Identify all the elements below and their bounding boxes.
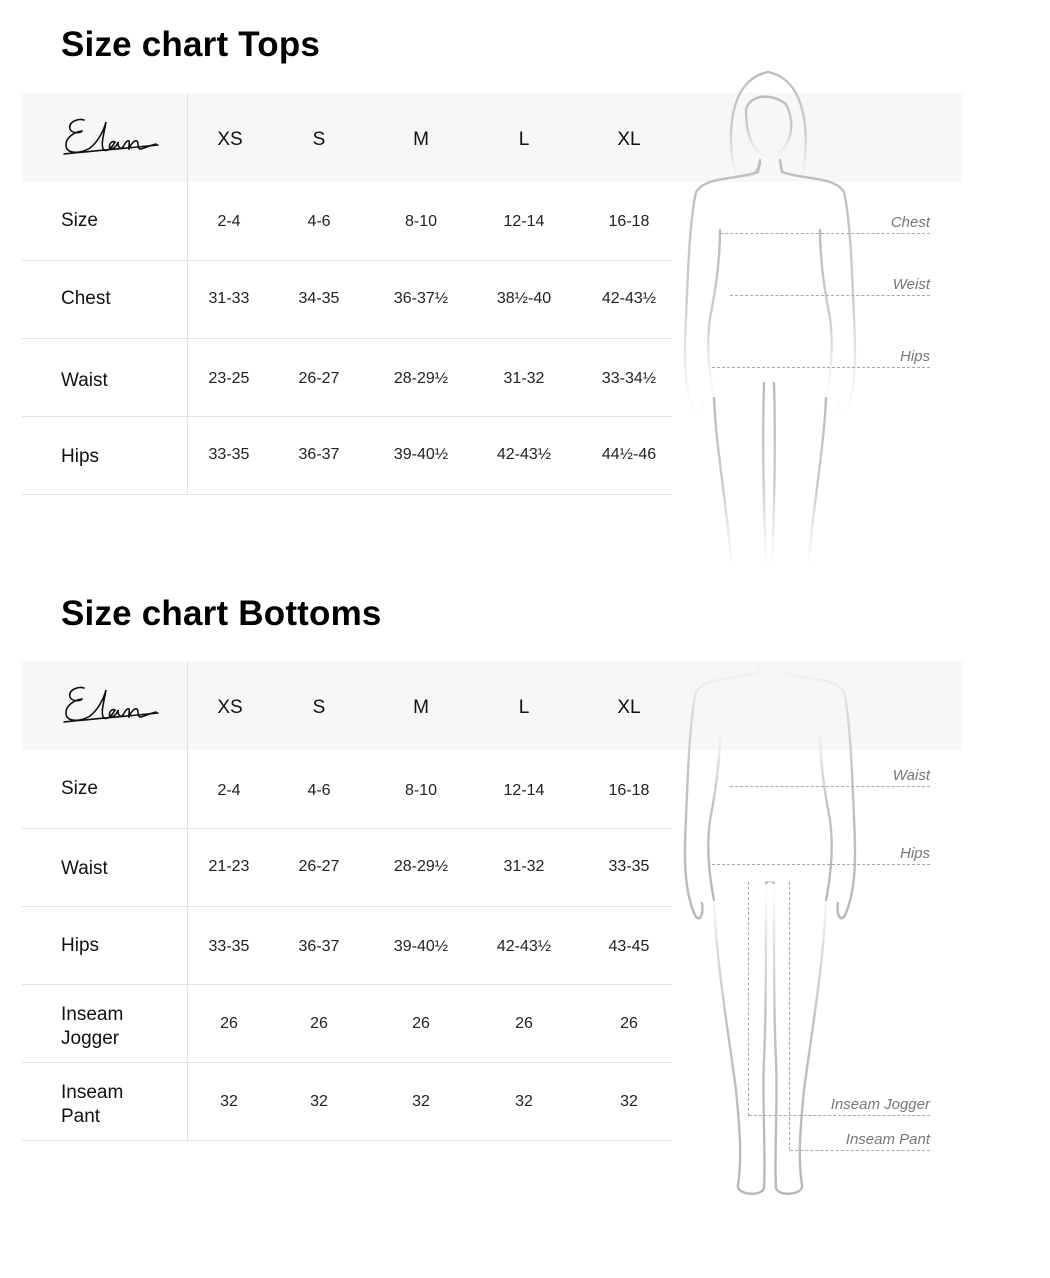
hips-measure-line bbox=[712, 843, 930, 865]
waist-measure-line bbox=[730, 274, 930, 296]
bottoms-size-header-l: L bbox=[518, 697, 530, 718]
table-cell: 33-35 bbox=[608, 858, 650, 875]
hips-measure-line bbox=[712, 346, 930, 368]
table-cell: 28-29½ bbox=[393, 858, 449, 875]
row-divider bbox=[22, 828, 672, 829]
row-divider bbox=[22, 906, 672, 907]
chest-measure-line bbox=[720, 212, 930, 234]
row-label: Waist bbox=[61, 858, 108, 879]
table-cell: 32 bbox=[412, 1093, 430, 1110]
row-label: Waist bbox=[61, 370, 108, 391]
row-label: Hips bbox=[61, 935, 100, 956]
table-cell: 26 bbox=[310, 1015, 328, 1032]
table-cell: 26 bbox=[620, 1015, 638, 1032]
row-divider bbox=[22, 1062, 672, 1063]
measure-label-chest: Chest bbox=[890, 214, 930, 231]
table-cell: 26 bbox=[220, 1015, 238, 1032]
bottoms-size-header-s: S bbox=[312, 697, 326, 718]
row-label: Size bbox=[61, 778, 98, 799]
table-cell: 42-43½ bbox=[496, 446, 552, 463]
bottoms-size-header-m: M bbox=[413, 697, 429, 718]
table-cell: 36-37 bbox=[298, 938, 340, 955]
measure-label-weist: Weist bbox=[892, 276, 930, 293]
measure-label-hips: Hips bbox=[899, 348, 930, 365]
tops-size-header-s: S bbox=[312, 129, 326, 150]
row-label: Hips bbox=[61, 446, 100, 467]
table-cell: 32 bbox=[515, 1093, 533, 1110]
table-cell: 26 bbox=[515, 1015, 533, 1032]
table-cell: 43-45 bbox=[608, 938, 650, 955]
bottoms-size-header-xs: XS bbox=[217, 697, 243, 718]
table-cell: 32 bbox=[310, 1093, 328, 1110]
table-cell: 31-32 bbox=[503, 858, 545, 875]
table-cell: 42-43½ bbox=[496, 938, 552, 955]
table-cell: 28-29½ bbox=[393, 370, 449, 387]
measure-label-inseam-jogger: Inseam Jogger bbox=[830, 1096, 930, 1113]
table-cell: 23-25 bbox=[208, 370, 250, 387]
table-cell: 4-6 bbox=[307, 213, 331, 230]
table-cell: 39-40½ bbox=[393, 446, 449, 463]
row-divider bbox=[22, 984, 672, 985]
table-cell: 32 bbox=[220, 1093, 238, 1110]
tops-size-header-xs: XS bbox=[217, 129, 243, 150]
bottoms-title: Size chart Bottoms bbox=[61, 594, 382, 633]
tops-title: Size chart Tops bbox=[61, 25, 321, 64]
table-cell: 8-10 bbox=[404, 782, 438, 799]
table-cell: 33-35 bbox=[208, 446, 250, 463]
table-cell: 33-35 bbox=[208, 938, 250, 955]
table-cell: 12-14 bbox=[503, 213, 545, 230]
row-label: Inseam Pant bbox=[61, 1082, 124, 1127]
table-cell: 4-6 bbox=[307, 782, 331, 799]
table-cell: 12-14 bbox=[503, 782, 545, 799]
table-cell: 2-4 bbox=[217, 213, 241, 230]
measure-label-waist: Waist bbox=[892, 767, 930, 784]
table-cell: 42-43½ bbox=[601, 290, 657, 307]
table-cell: 31-32 bbox=[503, 370, 545, 387]
row-divider bbox=[22, 1140, 672, 1141]
table-cell: 2-4 bbox=[217, 782, 241, 799]
tops-size-header-xl: XL bbox=[617, 129, 641, 150]
table-cell: 16-18 bbox=[608, 213, 650, 230]
bottoms-elan-logo bbox=[60, 680, 164, 734]
tops-size-header-l: L bbox=[518, 129, 530, 150]
table-cell: 26-27 bbox=[298, 370, 340, 387]
waist-measure-line bbox=[730, 765, 930, 787]
row-divider bbox=[22, 260, 672, 261]
table-cell: 36-37 bbox=[298, 446, 340, 463]
tops-elan-logo bbox=[60, 112, 164, 166]
tops-size-header-m: M bbox=[413, 129, 429, 150]
table-cell: 21-23 bbox=[208, 858, 250, 875]
table-cell: 26-27 bbox=[298, 858, 340, 875]
table-cell: 16-18 bbox=[608, 782, 650, 799]
woman-figure-upper bbox=[676, 68, 866, 568]
row-label: Inseam Jogger bbox=[61, 1004, 124, 1049]
row-label: Size bbox=[61, 210, 98, 231]
bottoms-column-divider bbox=[187, 661, 188, 1141]
table-cell: 34-35 bbox=[298, 290, 340, 307]
bottoms-size-header-xl: XL bbox=[617, 697, 641, 718]
row-divider bbox=[22, 338, 672, 339]
table-cell: 39-40½ bbox=[393, 938, 449, 955]
inseam-pant-measure-line bbox=[790, 1129, 930, 1151]
measure-label-inseam-pant: Inseam Pant bbox=[845, 1131, 930, 1148]
table-cell: 44½-46 bbox=[601, 446, 657, 463]
measure-label-hips: Hips bbox=[899, 845, 930, 862]
inseam-jogger-vertical-line bbox=[748, 882, 749, 1116]
table-cell: 31-33 bbox=[208, 290, 250, 307]
row-divider bbox=[22, 494, 672, 495]
table-cell: 36-37½ bbox=[393, 290, 449, 307]
table-cell: 33-34½ bbox=[601, 370, 657, 387]
table-cell: 8-10 bbox=[404, 213, 438, 230]
table-cell: 32 bbox=[620, 1093, 638, 1110]
table-cell: 38½-40 bbox=[496, 290, 552, 307]
row-divider bbox=[22, 416, 672, 417]
row-label: Chest bbox=[61, 288, 111, 309]
inseam-jogger-measure-line bbox=[749, 1094, 930, 1116]
table-cell: 26 bbox=[412, 1015, 430, 1032]
